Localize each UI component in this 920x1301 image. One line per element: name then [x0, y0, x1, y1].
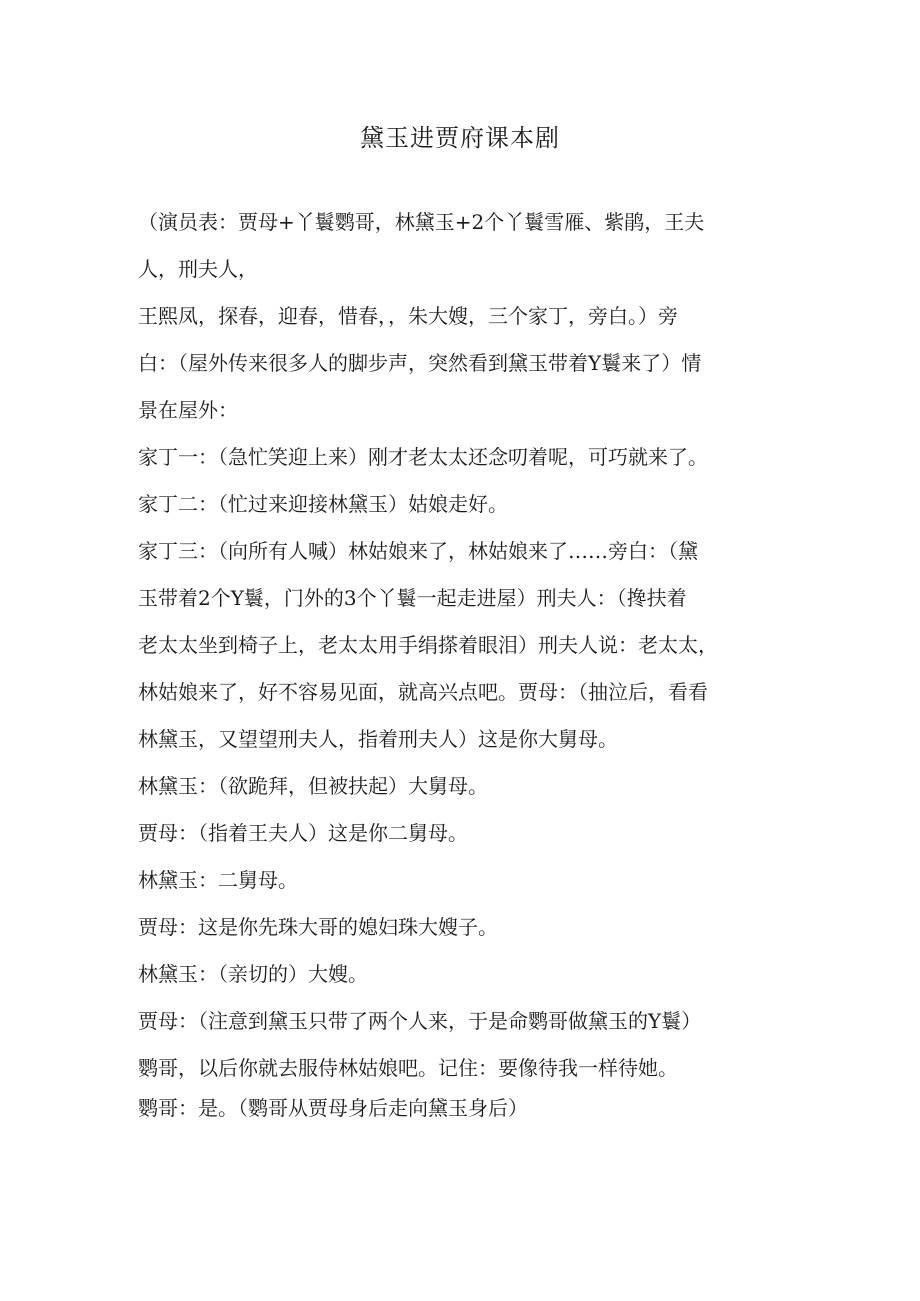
- text-line: 贾母：这是你先珠大哥的媳妇珠大嫂子。: [138, 915, 498, 939]
- document-body: [138, 212, 786, 1145]
- text-line: 鹦哥：是。（鹦哥从贾母身后走向黛玉身后）: [138, 1096, 528, 1120]
- text-line: 林黛玉：（亲切的）大嫂。: [138, 962, 368, 986]
- document-title: 黛玉进贾府课本剧: [360, 124, 560, 152]
- text-line: 林黛玉：二舅母。: [138, 868, 298, 892]
- text-line: 林黛玉，又望望刑夫人，指着刑夫人）这是你大舅母。: [138, 727, 618, 751]
- text-line: 王熙凤，探春，迎春，惜春，，朱大嫂，三个家丁，旁白。）旁: [138, 304, 678, 328]
- text-line: 白：（屋外传来很多人的脚步声，突然看到黛玉带着Y鬟来了）情: [138, 351, 702, 375]
- text-line: 玉带着2个Y鬟，门外的3个丫鬟一起走进屋）刑夫人：（搀扶着: [138, 586, 687, 610]
- text-line: 景在屋外：: [138, 398, 238, 422]
- text-line: 家丁二：（忙过来迎接林黛玉）姑娘走好。: [138, 492, 508, 516]
- text-line: 家丁一：（急忙笑迎上来）刚才老太太还念叨着呢，可巧就来了。: [138, 445, 708, 469]
- text-line: 林姑娘来了，好不容易见面，就高兴点吧。贾母：（抽泣后，看看: [138, 680, 708, 704]
- text-line: 林黛玉：（欲跪拜，但被扶起）大舅母。: [138, 774, 488, 798]
- text-line: 老太太坐到椅子上，老太太用手绢搽着眼泪）刑夫人说：老太太，: [138, 633, 718, 657]
- text-line: 家丁三：（向所有人喊）林姑娘来了，林姑娘来了……旁白：（黛: [138, 539, 698, 563]
- text-line: （演员表：贾母+丫鬟鹦哥，林黛玉+2个丫鬟雪雁、紫鹃，王夫: [138, 210, 705, 234]
- text-line: 贾母：（注意到黛玉只带了两个人来，于是命鹦哥做黛玉的Y鬟）: [138, 1009, 702, 1033]
- text-line: 鹦哥，以后你就去服侍林姑娘吧。记住：要像待我一样待她。: [138, 1056, 678, 1080]
- text-line: 人，刑夫人，: [138, 257, 258, 281]
- text-line: 贾母：（指着王夫人）这是你二舅母。: [138, 821, 468, 845]
